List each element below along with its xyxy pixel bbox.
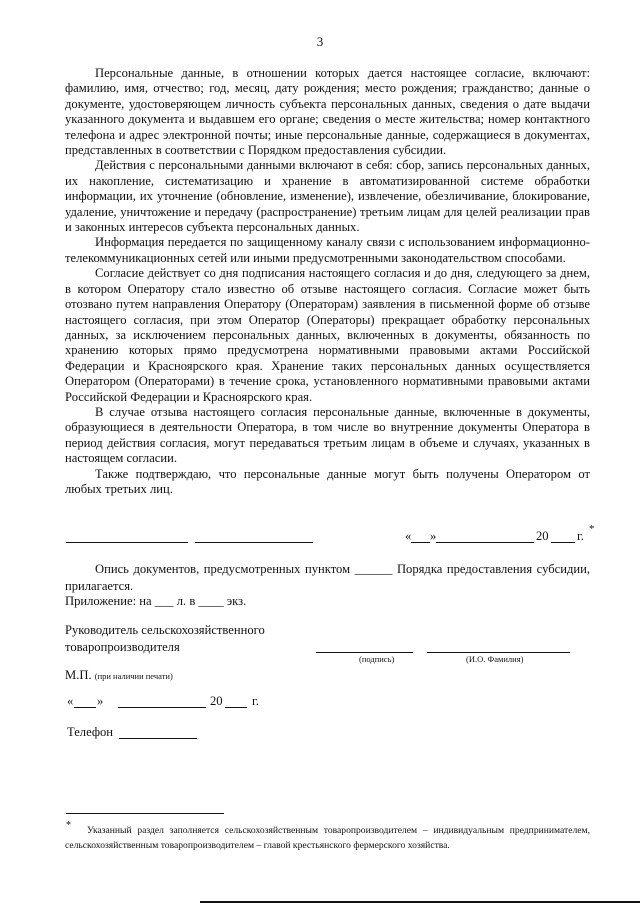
date2-open-quote: « — [67, 694, 74, 708]
consent-body — [65, 66, 590, 497]
stamp-note: (при наличии печати) — [94, 671, 173, 681]
date2-year-suffix: г. — [252, 694, 259, 708]
name-field[interactable] — [427, 652, 570, 653]
phone-field[interactable] — [119, 738, 197, 739]
date2-day-field[interactable] — [74, 707, 96, 708]
footnote-marker: * — [589, 523, 595, 535]
date-month-field[interactable] — [436, 542, 534, 543]
signature-line-1[interactable] — [66, 542, 188, 543]
stamp-abbreviation: М.П. — [65, 668, 92, 682]
footnote-body: Указанный раздел заполняется сельскохозяйственным товаропроизводителем – индивидуальным предпринимателем, сельскохозяйственным товаропроизводителем – главой крестьянского фермерского хозяйства. — [65, 825, 590, 851]
signature-caption: (подпись) — [359, 654, 395, 664]
footnote-mark: * — [66, 820, 71, 831]
phone-label: Телефон — [67, 725, 114, 739]
page-number: 3 — [316, 34, 324, 49]
paragraph-transfer: Информация передается по защищенному каналу связи с использованием информационно-телекоммуникационных сетей или иными предусмотренными законодательством способами. — [65, 235, 590, 265]
footnote-text — [65, 824, 590, 853]
date-open-quote: « — [405, 529, 412, 543]
date2-month-field[interactable] — [118, 707, 206, 708]
date-day-field[interactable] — [411, 542, 430, 543]
signature-line-2[interactable] — [195, 542, 313, 543]
paragraph-revocation: В случае отзыва настоящего согласия персональные данные, включенные в документы, образующиеся в деятельности Оператора, в том числе во внутренние документы Оператора в период действия согласия, могут передаваться третьим лицам в объеме и случаях, указанных в настоящем согласии. — [65, 404, 590, 466]
date2-year-field[interactable] — [225, 707, 247, 708]
inventory-text: Опись документов, предусмотренных пунктом ______ Порядка предоставления субсидии, прилагается. — [65, 562, 590, 593]
date2-year-prefix: 20 — [210, 694, 223, 708]
appendix-text: Приложение: на ___ л. в ____ экз. — [65, 594, 247, 608]
paragraph-personal-data: Персональные данные, в отношении которых дается настоящее согласие, включают: фамилию, имя, отчество; год, месяц, дату рождения; место рождения; гражданство; данные о документе, удостоверяющем личность субъекта персональных данных, сведения о дате выдачи указанного документа и выдавшем его органе; сведения о месте жительства; номер контактного телефона и адрес электронной почты; иные персональные данные, содержащиеся в документах, представленных в соответствии с Порядком предоставления субсидии. — [65, 66, 590, 158]
signatory-subtitle: товаропроизводителя — [65, 640, 180, 654]
signatory-title: Руководитель сельскохозяйственного — [65, 623, 265, 637]
date-year-field[interactable] — [551, 542, 575, 543]
date-year-prefix: 20 — [536, 529, 549, 543]
scan-edge-line — [200, 901, 640, 903]
paragraph-confirmation: Также подтверждаю, что персональные данные могут быть получены Оператором от любых третьих лиц. — [65, 466, 590, 496]
name-caption: (И.О. Фамилия) — [466, 654, 524, 664]
date-year-suffix: г. — [577, 529, 584, 543]
signature-field[interactable] — [316, 652, 413, 653]
date2-close-quote: » — [97, 694, 104, 708]
date-close-quote: » — [430, 529, 437, 543]
footnote-separator — [66, 813, 224, 814]
paragraph-validity: Согласие действует со дня подписания настоящего согласия и до дня, следующего за днем, в котором Оператору стало известно об отзыве настоящего согласия. Согласие может быть отозвано путем направления Оператору (Операторам) заявления в письменной форме об отзыве настоящего согласия, при этом Оператор (Операторы) прекращает обработку персональных данных, за исключением персональных данных, включенных в документы, обязанность по хранению которых прямо предусмотрена нормативными правовыми актами Российской Федерации и Красноярского края. Хранение таких персональных данных осуществляется Оператором (Операторами) в течение срока, установленного нормативными правовыми актами Российской Федерации и Красноярского края. — [65, 266, 590, 404]
stamp-label — [65, 668, 173, 683]
paragraph-actions: Действия с персональными данными включают в себя: сбор, запись персональных данных, их накопление, систематизацию и хранение в автоматизированной системе обработки информации, их уточнение (обновление, изменение), извлечение, обезличивание, блокирование, удаление, уничтожение и передачу (распространение) третьим лицам для целей реализации прав и законных интересов субъекта персональных данных. — [65, 158, 590, 235]
